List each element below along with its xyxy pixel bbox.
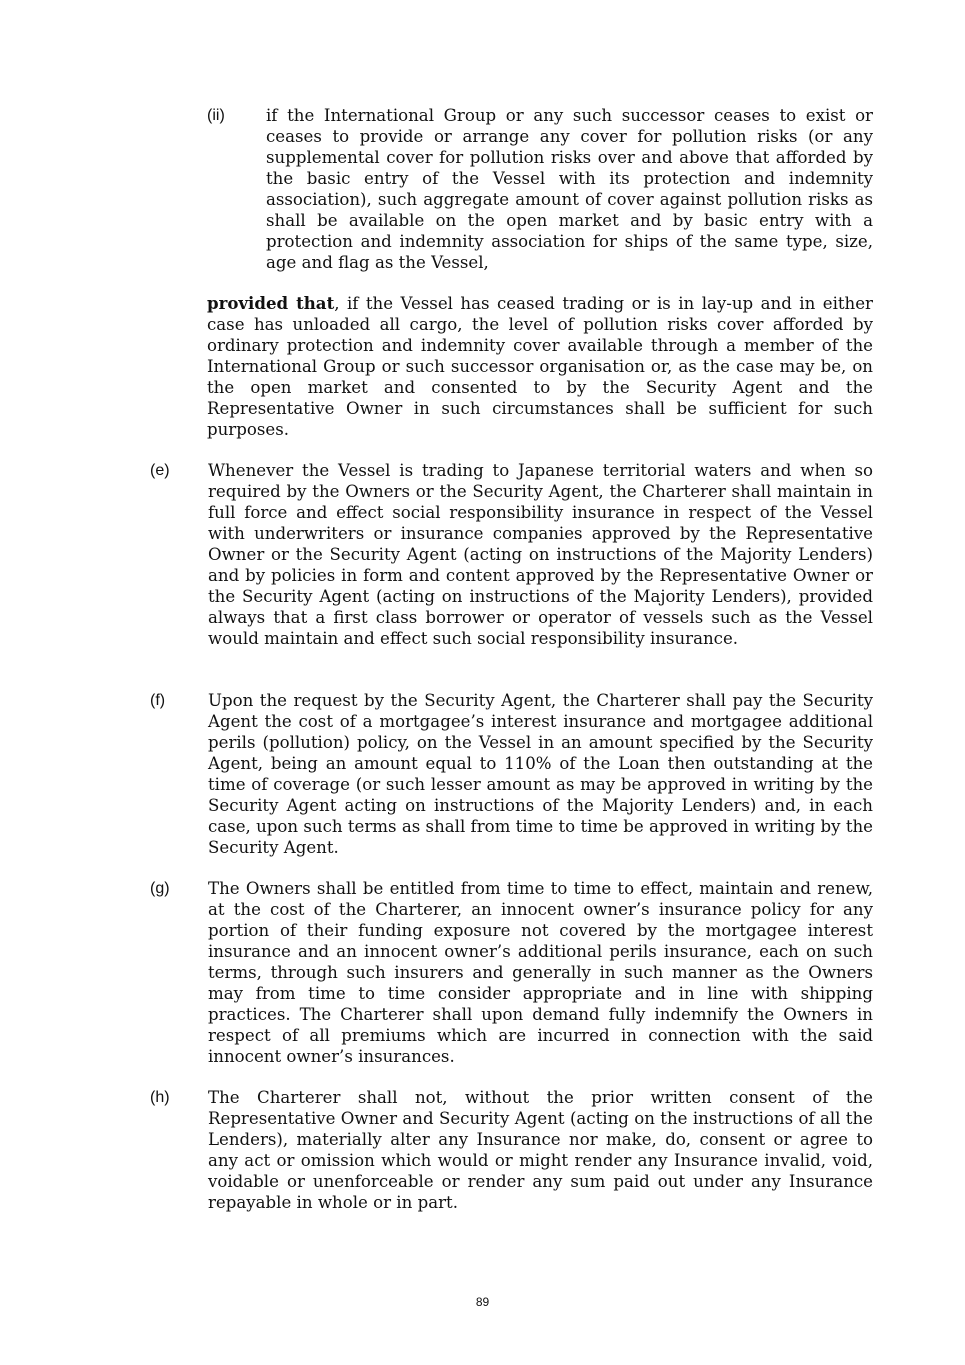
clause-f-label: (f)	[150, 692, 166, 709]
proviso-bold-lead: provided that	[207, 293, 335, 313]
clause-h-text: The Charterer shall not, without the prior written consent of the Representative Owner and Security Agent (acting on the instructions of all the Lenders), materially alter any Insurance nor make, do, consent or agree to any act or omission which would or might render any Insurance invalid, void, voidable or unenforceable or render any sum paid out under any Insurance repayable in whole or in part.	[208, 1088, 873, 1212]
clause-h-label: (h)	[150, 1089, 170, 1106]
clause-e-label: (e)	[150, 462, 170, 479]
clause-e-text: Whenever the Vessel is trading to Japanese territorial waters and when so required by the Owners or the Security Agent, the Charterer shall maintain in full force and effect social responsibility insurance in respect of the Vessel with underwriters or insurance companies approved by the Representative Owner or the Security Agent (acting on instructions of the Majority Lenders) and by policies in form and content approved by the Representative Owner or the Security Agent (acting on instructions of the Majority Lenders), provided always that a first class borrower or operator of vessels such as the Vessel would maintain and effect such social responsibility insurance.	[208, 461, 873, 648]
proviso-text: , if the Vessel has ceased trading or is in lay-up and in either case has unloaded all cargo, the level of pollution risks cover afforded by ordinary protection and indemnity cover available through a member of the International Group or such successor organisation or, as the case may be, on the open market and consented to by the Security Agent and the Representative Owner in such circumstances shall be sufficient for such purposes.	[207, 294, 873, 439]
clause-g-label: (g)	[150, 880, 170, 897]
sub-item-ii-text: if the International Group or any such successor ceases to exist or ceases to provide or arrange any cover for pollution risks (or any supplemental cover for pollution risks over and above that afforded by the basic entry of the Vessel with its protection and indemnity association), such aggregate amount of cover against pollution risks as shall be available on the open market and by basic entry with a protection and indemnity association for ships of the same type, size, age and flag as the Vessel,	[266, 106, 873, 272]
page-number: 89	[475, 1295, 490, 1309]
proviso-paragraph	[207, 293, 873, 440]
clause-g-text: The Owners shall be entitled from time to time to effect, maintain and renew, at the cost of the Charterer, an innocent owner’s insurance policy for any portion of their funding exposure not covered by the mortgagee interest insurance and an innocent owner’s additional perils insurance, each on such terms, through such insurers and generally in such manner as the Owners may from time to time consider appropriate and in line with shipping practices. The Charterer shall upon demand fully indemnify the Owners in respect of all premiums which are incurred in connection with the said innocent owner’s insurances.	[208, 879, 873, 1066]
clause-f-text: Upon the request by the Security Agent, the Charterer shall pay the Security Agent the cost of a mortgagee’s interest insurance and mortgagee additional perils (pollution) policy, on the Vessel in an amount specified by the Security Agent, being an amount equal to 110% of the Loan then outstanding at the time of coverage (or such lesser amount as may be approved in writing by the Security Agent acting on instructions of the Majority Lenders) and, in each case, upon such terms as shall from time to time be approved in writing by the Security Agent.	[208, 691, 873, 857]
sub-item-ii-label: (ii)	[207, 107, 225, 124]
